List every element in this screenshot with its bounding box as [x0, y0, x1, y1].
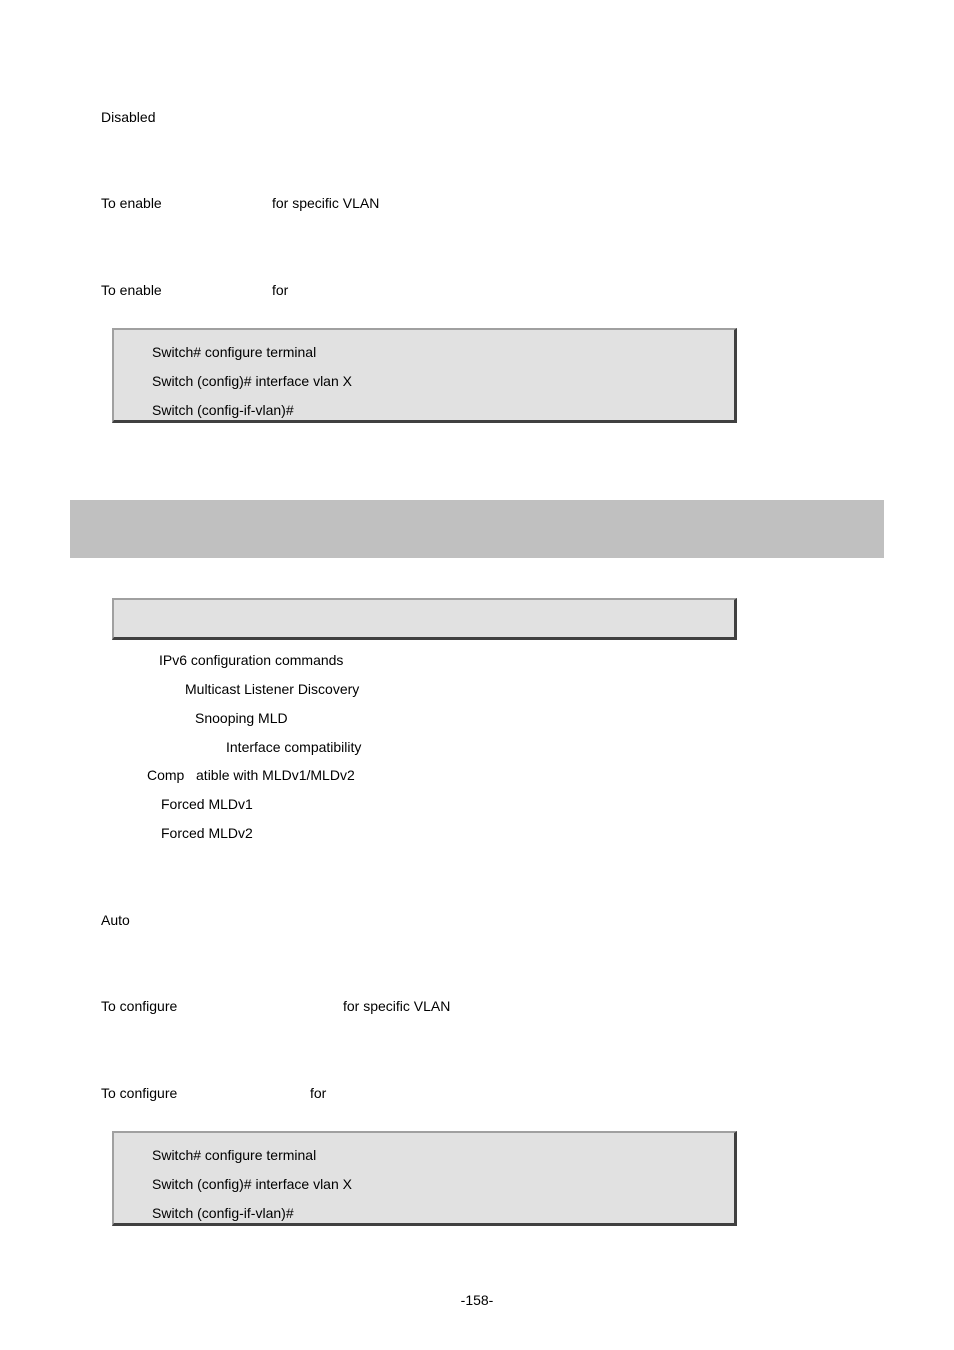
mode-suffix: for specific VLAN [272, 195, 380, 211]
syntax-command-box [112, 598, 737, 640]
tree-item: IPv6 configuration commands [159, 652, 344, 668]
page-number: -158- [460, 1292, 494, 1308]
mode-suffix: for specific VLAN [343, 998, 451, 1014]
command-line: Switch# configure terminal [152, 1147, 317, 1163]
tree-item: Snooping MLD [195, 710, 288, 726]
mode-suffix: for [272, 282, 289, 298]
example-command-box [112, 328, 737, 423]
command-line: Switch (config)# interface vlan X [152, 373, 352, 389]
tree-item: Forced MLDv1 [161, 796, 253, 812]
mode-prefix: To configure [101, 1085, 178, 1101]
command-line: Switch (config-if-vlan)# [152, 402, 294, 418]
default-value: Disabled [101, 109, 156, 125]
tree-item: Forced MLDv2 [161, 825, 253, 841]
tree-item: Interface compatibility [226, 739, 362, 755]
command-line: Switch# configure terminal [152, 344, 317, 360]
command-line: Switch (config-if-vlan)# [152, 1205, 294, 1221]
mode-prefix: To enable [101, 282, 162, 298]
mode-prefix: To configure [101, 998, 178, 1014]
tree-item: Comp atible with MLDv1/MLDv2 [147, 767, 355, 783]
default-value: Auto [101, 912, 130, 928]
example-command-box [112, 1131, 737, 1226]
command-line: Switch (config)# interface vlan X [152, 1176, 352, 1192]
mode-suffix: for [310, 1085, 327, 1101]
mode-prefix: To enable [101, 195, 162, 211]
section-header-band [70, 500, 884, 558]
tree-item: Multicast Listener Discovery [185, 681, 360, 697]
